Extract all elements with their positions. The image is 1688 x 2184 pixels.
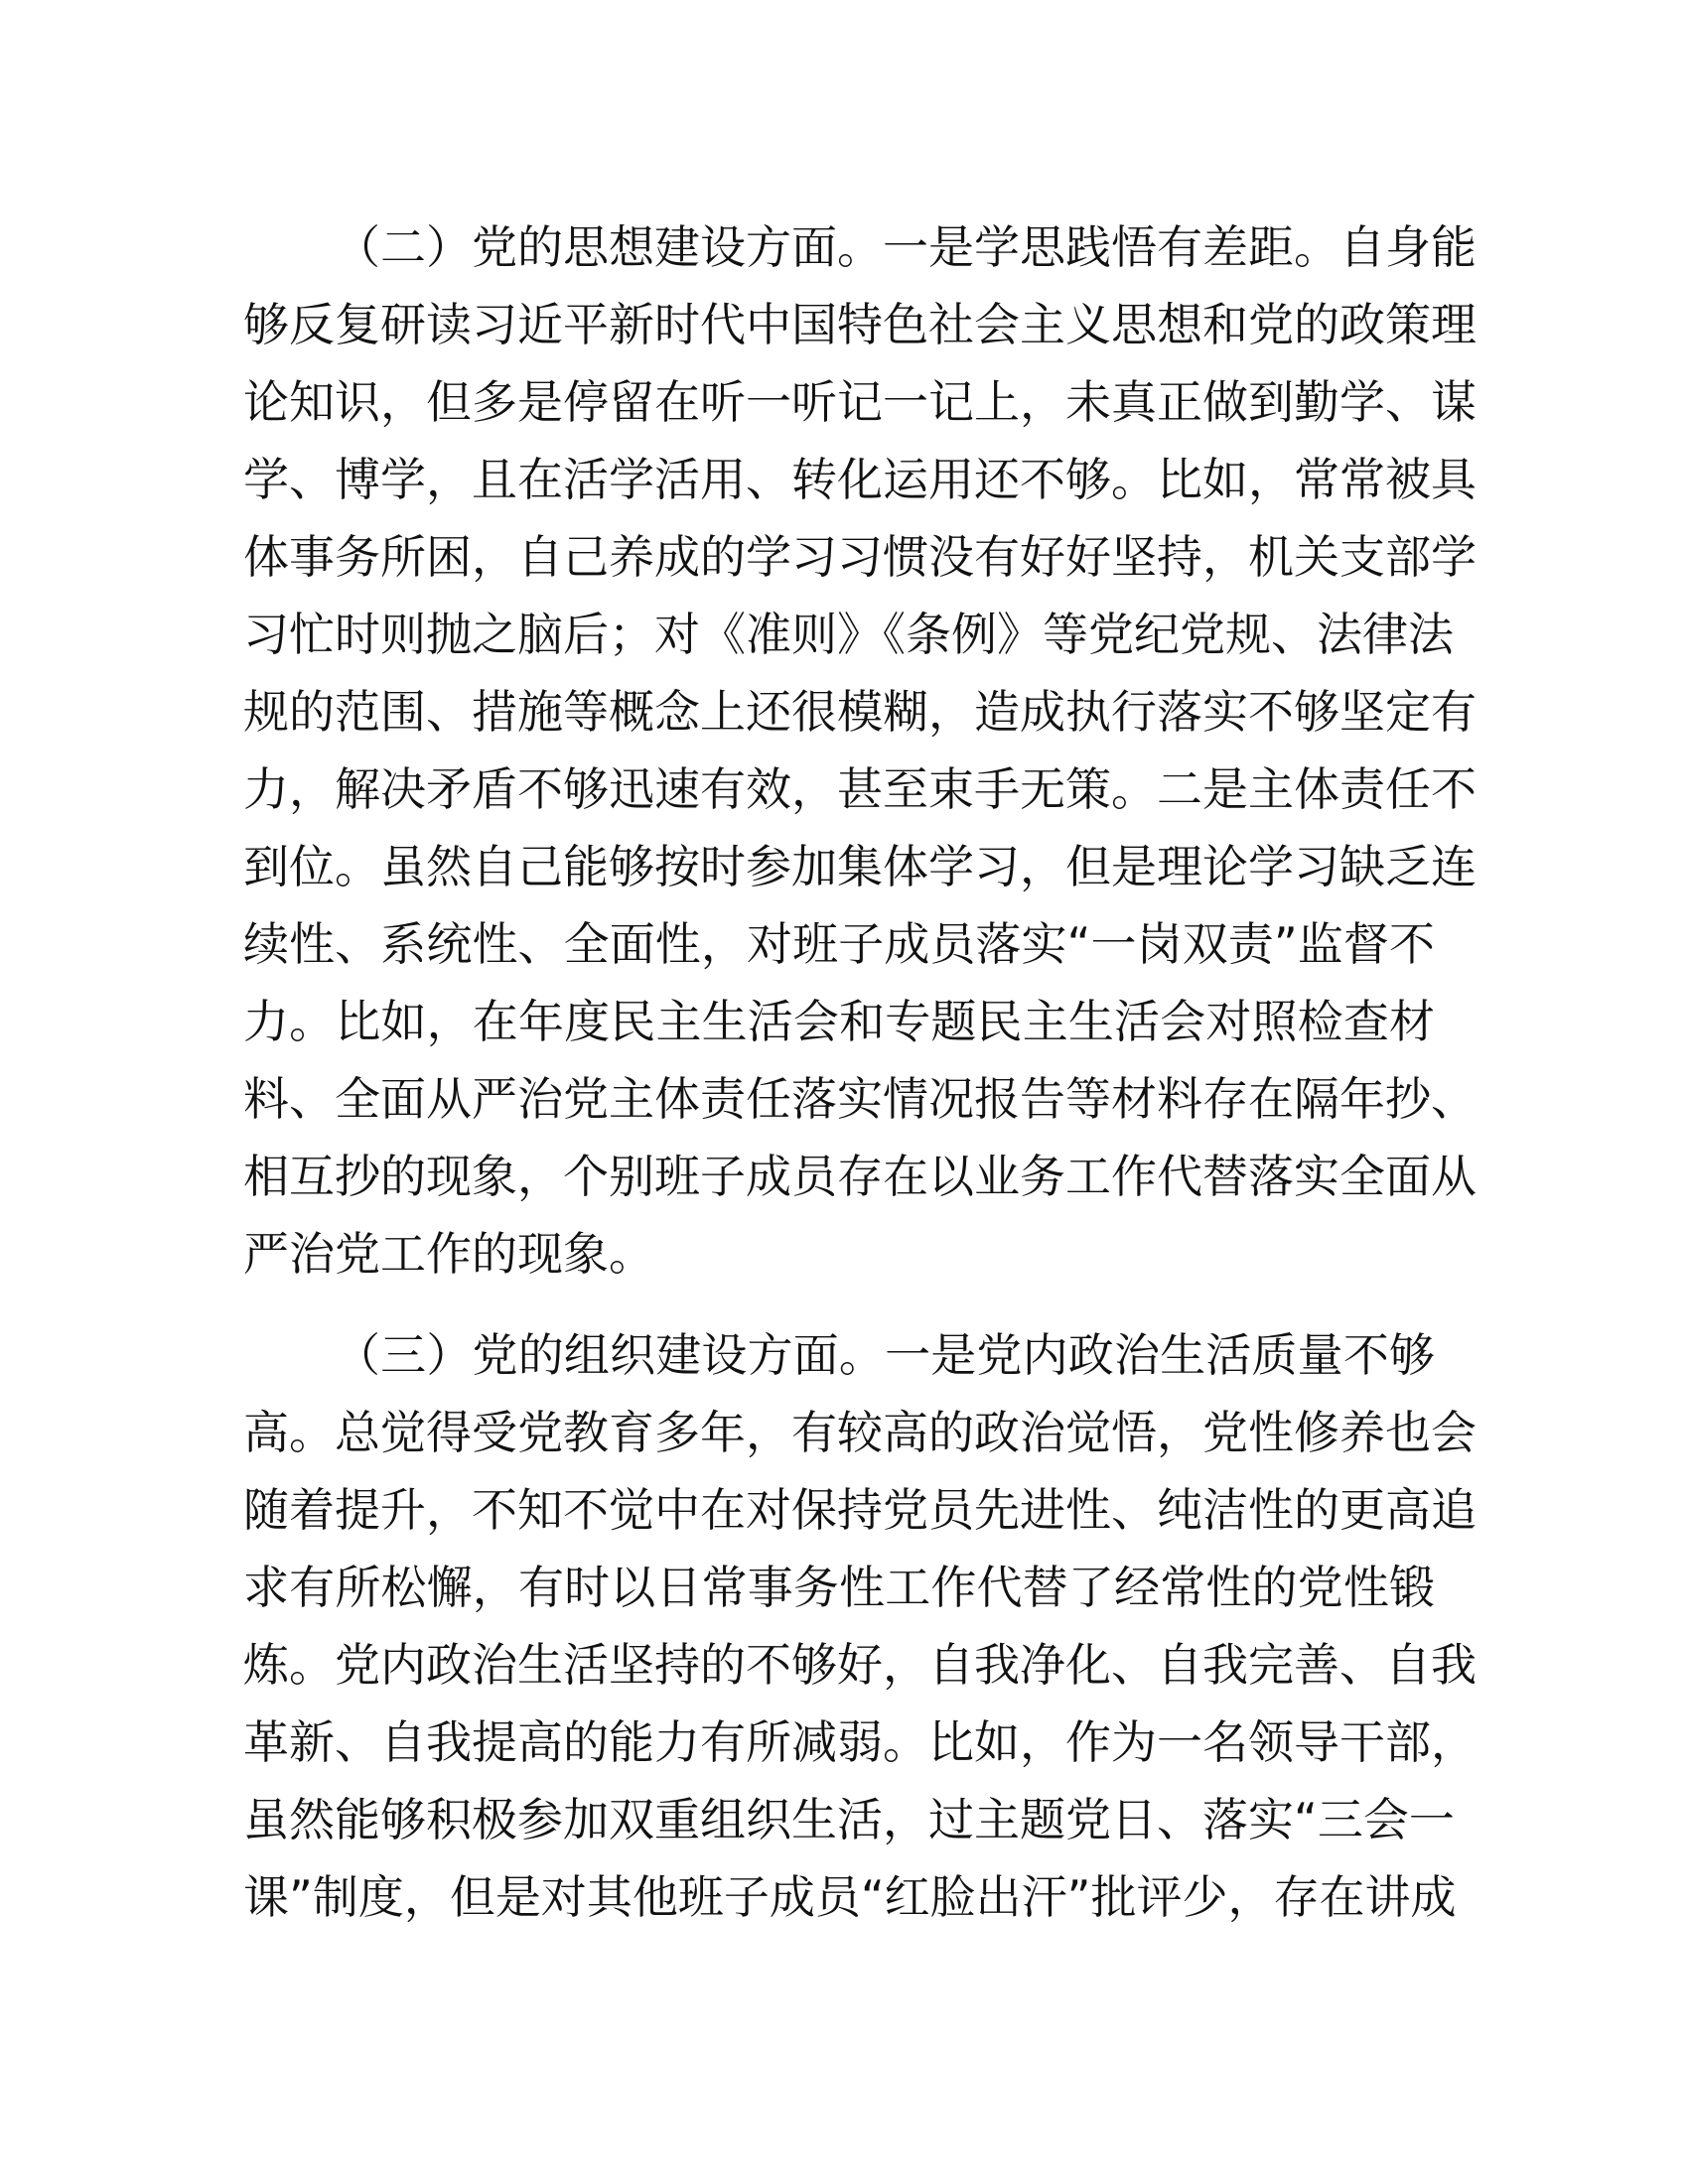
text-line: 随着提升，不知不觉中在对保持党员先进性、纯洁性的更高追 xyxy=(243,1483,1477,1537)
text-line: 力，解决矛盾不够迅速有效，甚至束手无策。二是主体责任不 xyxy=(243,762,1477,816)
text-line: 体事务所困，自己养成的学习习惯没有好好坚持，机关支部学 xyxy=(243,530,1477,584)
text-line: 革新、自我提高的能力有所减弱。比如，作为一名领导干部， xyxy=(243,1715,1477,1769)
text-line: 料、全面从严治党主体责任落实情况报告等材料存在隔年抄、 xyxy=(243,1072,1477,1126)
paragraph-ideological-building xyxy=(243,208,1477,1293)
text-line: （三）党的组织建设方面。一是党内政治生活质量不够 xyxy=(335,1328,1435,1382)
text-line: 课”制度，但是对其他班子成员“红脸出汗”批评少，存在讲成 xyxy=(243,1870,1457,1924)
text-line: 炼。党内政治生活坚持的不够好，自我净化、自我完善、自我 xyxy=(243,1638,1477,1692)
text-line: 学、博学，且在活学活用、转化运用还不够。比如，常常被具 xyxy=(243,453,1477,506)
text-line: 力。比如，在年度民主生活会和专题民主生活会对照检查材 xyxy=(243,995,1435,1048)
text-line: 到位。虽然自己能够按时参加集体学习，但是理论学习缺乏连 xyxy=(243,840,1477,893)
text-line: 相互抄的现象，个别班子成员存在以业务工作代替落实全面从 xyxy=(243,1150,1477,1203)
paragraph-organizational-building xyxy=(243,1316,1477,1936)
text-line: 求有所松懈，有时以日常事务性工作代替了经常性的党性锻 xyxy=(243,1561,1435,1614)
text-line: 高。总觉得受党教育多年，有较高的政治觉悟，党性修养也会 xyxy=(243,1406,1477,1459)
text-line: （二）党的思想建设方面。一是学思践悟有差距。自身能 xyxy=(335,220,1477,274)
text-line: 虽然能够积极参加双重组织生活，过主题党日、落实“三会一 xyxy=(243,1793,1455,1846)
document-body xyxy=(243,208,1477,1936)
text-line: 规的范围、措施等概念上还很模糊，造成执行落实不够坚定有 xyxy=(243,685,1477,739)
text-line: 够反复研读习近平新时代中国特色社会主义思想和党的政策理 xyxy=(243,298,1477,351)
text-line: 论知识，但多是停留在听一听记一记上，未真正做到勤学、谋 xyxy=(243,375,1477,429)
text-line: 习忙时则抛之脑后；对《准则》《条例》等党纪党规、法律法 xyxy=(243,608,1454,661)
text-line: 严治党工作的现象。 xyxy=(243,1227,654,1281)
text-line: 续性、系统性、全面性，对班子成员落实“一岗双责”监督不 xyxy=(243,917,1435,971)
paragraph-spacer xyxy=(243,1293,1435,1316)
